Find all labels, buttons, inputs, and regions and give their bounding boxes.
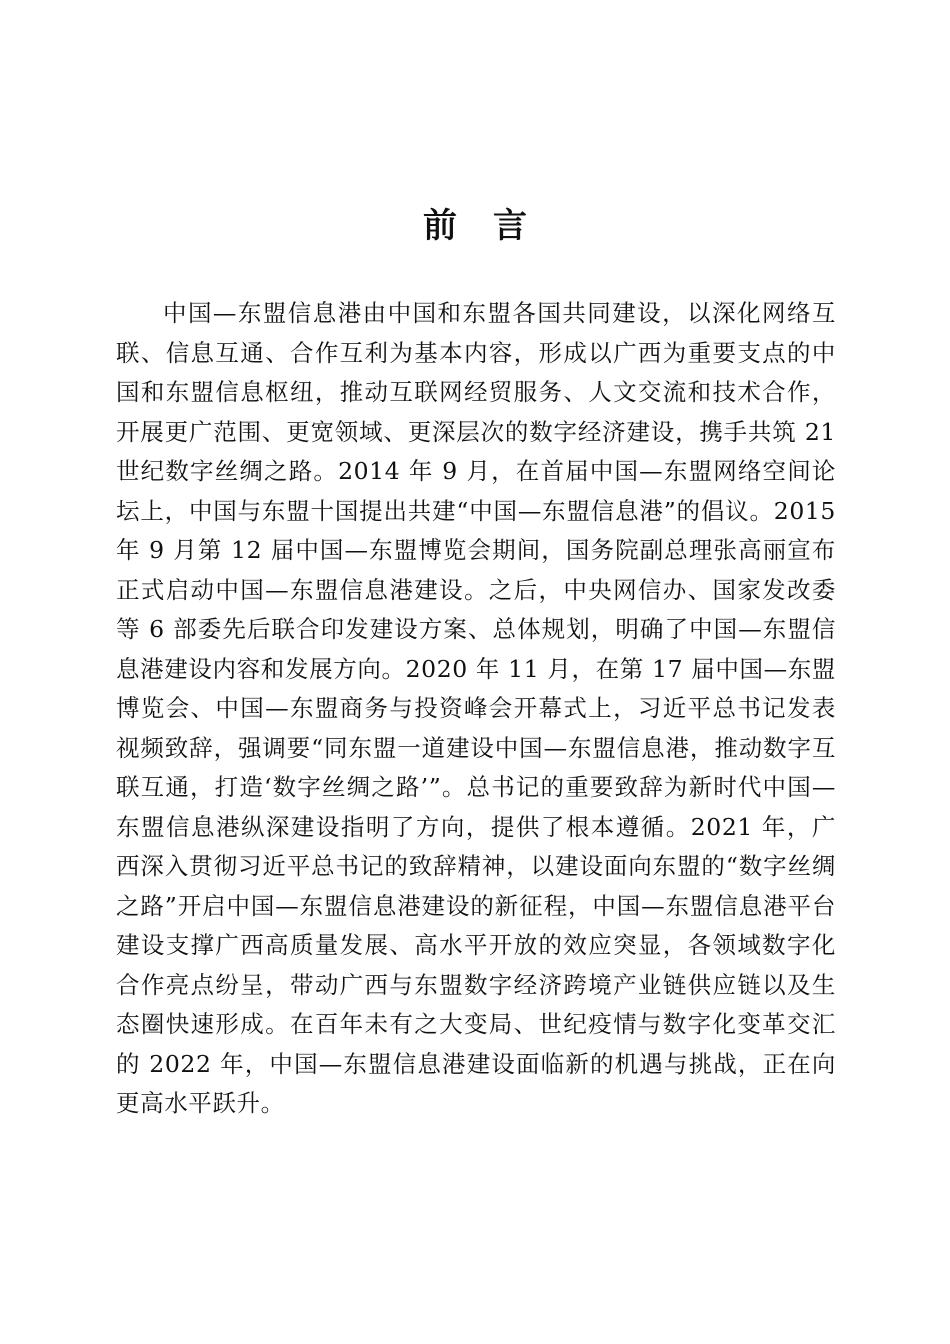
- title-char-2: 言: [493, 206, 527, 246]
- title-char-1: 前: [423, 206, 457, 246]
- preface-paragraph: 中国—东盟信息港由中国和东盟各国共同建设，以深化网络互联、信息互通、合作互利为基本内容，形成以广西为重要支点的中国和东盟信息枢纽，推动互联网经贸服务、人文交流和技术合作，开展更广范围、更宽领域、更深层次的数字经济建设，携手共筑 21 世纪数字丝绸之路。2014 年 9 月，在首届中国—东盟网络空间论坛上，中国与东盟十国提出共建“中国—东盟信息港”的倡议。2015 年 9 月第 12 届中国—东盟博览会期间，国务院副总理张高丽宣布正式启动中国—东盟信息港建设。之后，中央网信办、国家发改委等 6 部委先后联合印发建设方案、总体规划，明确了中国—东盟信息港建设内容和发展方向。2020 年 11 月，在第 17 届中国—东盟博览会、中国—东盟商务与投资峰会开幕式上，习近平总书记发表视频致辞，强调要“同东盟一道建设中国—东盟信息港，推动数字互联互通，打造‘数字丝绸之路’”。总书记的重要致辞为新时代中国—东盟信息港纵深建设指明了方向，提供了根本遵循。2021 年，广西深入贯彻习近平总书记的致辞精神，以建设面向东盟的“数字丝绸之路”开启中国—东盟信息港建设的新征程，中国—东盟信息港平台建设支撑广西高质量发展、高水平开放的效应突显，各领域数字化合作亮点纷呈，带动广西与东盟数字经济跨境产业链供应链以及生态圈快速形成。在百年未有之大变局、世纪疫情与数字化变革交汇的 2022 年，中国—东盟信息港建设面临新的机遇与挑战，正在向更高水平跃升。: [116, 299, 836, 1117]
- page-title: [0, 196, 950, 256]
